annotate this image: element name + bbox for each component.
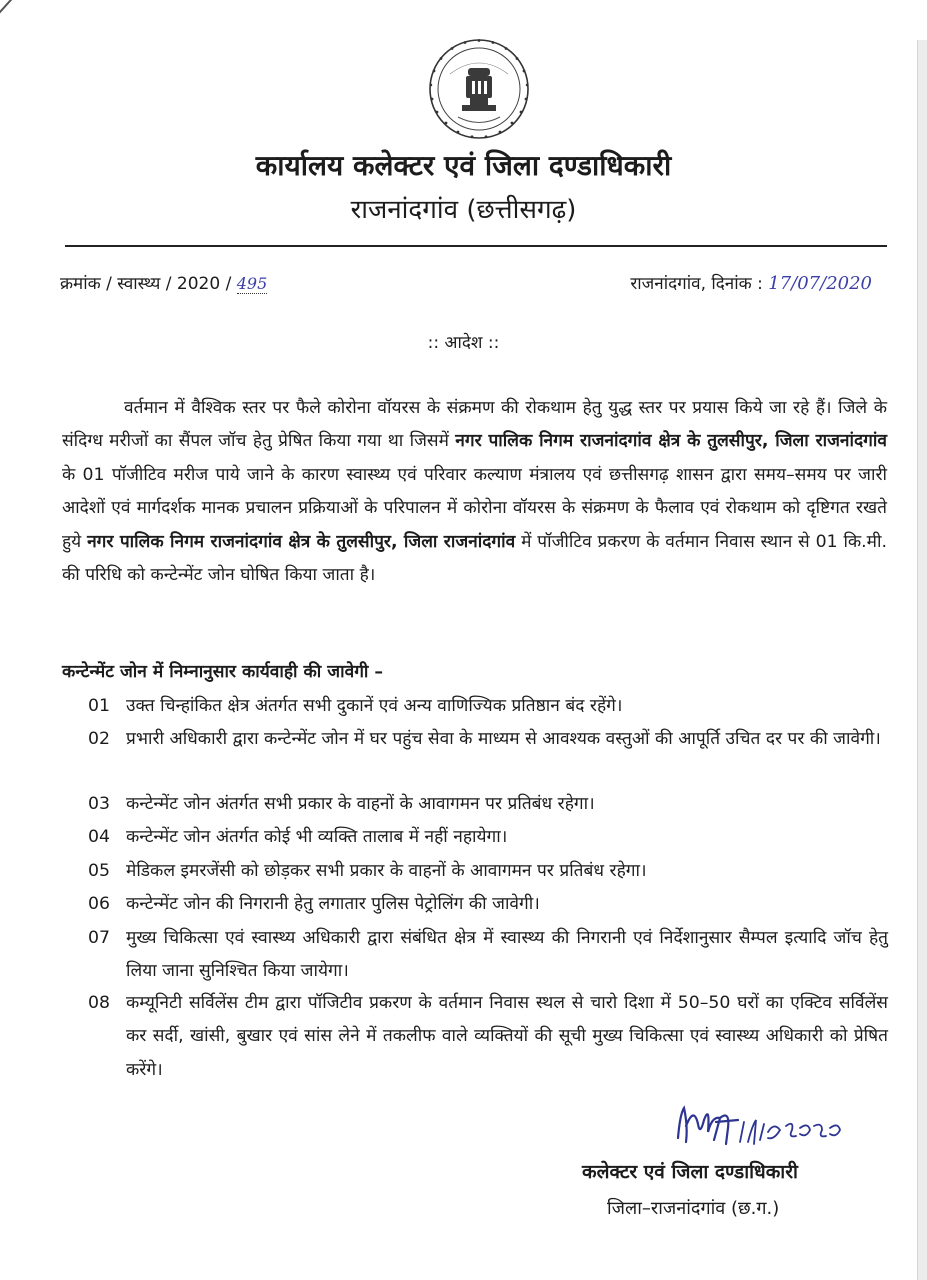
item-text: प्रभारी अधिकारी द्वारा कन्टेन्मेंट जोन में घर पहुंच सेवा के माध्यम से आवश्यक वस्तुओं की आपूर्ति उचित दर पर की जावेगी। <box>126 729 881 749</box>
header-divider <box>65 245 887 247</box>
scroll-edge[interactable] <box>917 40 927 1280</box>
body-bold-location: नगर पालिक निगम राजनांदगांव क्षेत्र के तुलसीपुर, जिला राजनांदगांव <box>87 531 516 552</box>
office-location: राजनांदगांव (छत्तीसगढ़) <box>350 195 577 225</box>
order-heading: :: आदेश :: <box>427 333 500 353</box>
item-number: 06 <box>88 894 110 914</box>
reference-handwritten-number: 495 <box>236 274 268 293</box>
list-item <box>88 723 888 756</box>
reference-prefix: क्रमांक / स्वास्थ्य / 2020 / <box>60 274 232 294</box>
date-label: राजनांदगांव, दिनांक : <box>630 274 763 294</box>
item-number: 02 <box>88 729 110 749</box>
page-corner-mark <box>0 0 21 23</box>
item-number: 03 <box>88 794 110 814</box>
list-item <box>88 690 888 723</box>
list-item <box>88 821 888 854</box>
body-text: वर्तमान में वैश्विक स्तर पर फैले कोरोना वॉयरस के संक्रमण की रोकथाम हेतु युद्ध स्तर पर प्रयास किये जा रहे हैं। जिले के संदिग्ध मरीजों का सैंपल जॉच हेतु प्रेषित किया गया था जिसमें <box>62 398 887 452</box>
signatory-title: कलेक्टर एवं जिला दण्डाधिकारी <box>582 1161 798 1183</box>
item-number: 07 <box>88 928 110 948</box>
item-text: मुख्य चिकित्सा एवं स्वास्थ्य अधिकारी द्वारा संबंधित क्षेत्र में स्वास्थ्य की निगरानी एवं निर्देशानुसार सैम्पल इत्यादि जॉच हेतु लिया जाना सुनिश्चित किया जायेगा। <box>126 928 888 982</box>
date-line <box>630 271 872 294</box>
item-text: उक्त चिन्हांकित क्षेत्र अंतर्गत सभी दुकानें एवं अन्य वाणिज्यिक प्रतिष्ठान बंद रहेंगे। <box>126 696 623 716</box>
body-bold-location: नगर पालिक निगम राजनांदगांव क्षेत्र के तुलसीपुर, जिला राजनांदगांव <box>455 431 887 452</box>
item-text: कन्टेन्मेंट जोन की निगरानी हेतु लगातार पुलिस पेट्रोलिंग की जावेगी। <box>126 894 540 914</box>
item-number: 08 <box>88 993 110 1013</box>
item-number: 05 <box>88 861 110 881</box>
list-item <box>88 987 888 1087</box>
date-handwritten-value: 17/07/2020 <box>768 273 872 294</box>
item-number: 04 <box>88 827 110 847</box>
actions-subheading: कन्टेन्मेंट जोन में निम्नानुसार कार्यवाही की जावेगी – <box>62 662 384 682</box>
list-item <box>88 888 888 921</box>
office-title: कार्यालय कलेक्टर एवं जिला दण्डाधिकारी <box>255 149 672 182</box>
state-emblem-seal <box>428 38 530 140</box>
handwritten-signature <box>668 1096 848 1166</box>
item-number: 01 <box>88 696 110 716</box>
signatory-district: जिला–राजनांदगांव (छ.ग.) <box>607 1198 780 1219</box>
item-text: कम्यूनिटी सर्विलेंस टीम द्वारा पॉजिटीव प्रकरण के वर्तमान निवास स्थल से चारो दिशा में 50–50 घरों का एक्टिव सर्विलेंस कर सर्दी, खांसी, बुखार एवं सांस लेने में तकलीफ वाले व्यक्तियों की सूची मुख्य चिकित्सा एवं स्वास्थ्य अधिकारी को प्रेषित करेंगे। <box>126 993 888 1080</box>
item-text: कन्टेन्मेंट जोन अंतर्गत सभी प्रकार के वाहनों के आवागमन पर प्रतिबंध रहेगा। <box>126 794 595 814</box>
reference-number <box>60 271 267 294</box>
order-body-paragraph <box>62 392 887 592</box>
list-item <box>88 855 888 888</box>
item-text: कन्टेन्मेंट जोन अंतर्गत कोई भी व्यक्ति तालाब में नहीं नहायेगा। <box>126 827 508 847</box>
list-item <box>88 922 888 989</box>
list-item <box>88 788 888 821</box>
body-text: के 01 पॉजीटिव मरीज पाये जाने के कारण स्वास्थ्य एवं परिवार कल्याण मंत्रालय एवं छत्तीसगढ़ शासन द्वारा समय–समय पर जारी आदेशों एवं मार्गदर्शक मानक प्रचालन प्रक्रियाओं के परिपालन में कोरोना वॉयरस के संक्रमण के फैलाव एवं रोकथाम को दृष्टिगत रखते हुये <box>62 464 887 552</box>
item-text: मेडिकल इमरजेंसी को छोड़कर सभी प्रकार के वाहनों के आवागमन पर प्रतिबंध रहेगा। <box>126 861 647 881</box>
body-text: में पॉजीटिव प्रकरण के वर्तमान निवास स्थान से 01 कि.मी. की परिधि को कन्टेन्मेंट जोन घोषित किया जाता है। <box>62 531 887 586</box>
